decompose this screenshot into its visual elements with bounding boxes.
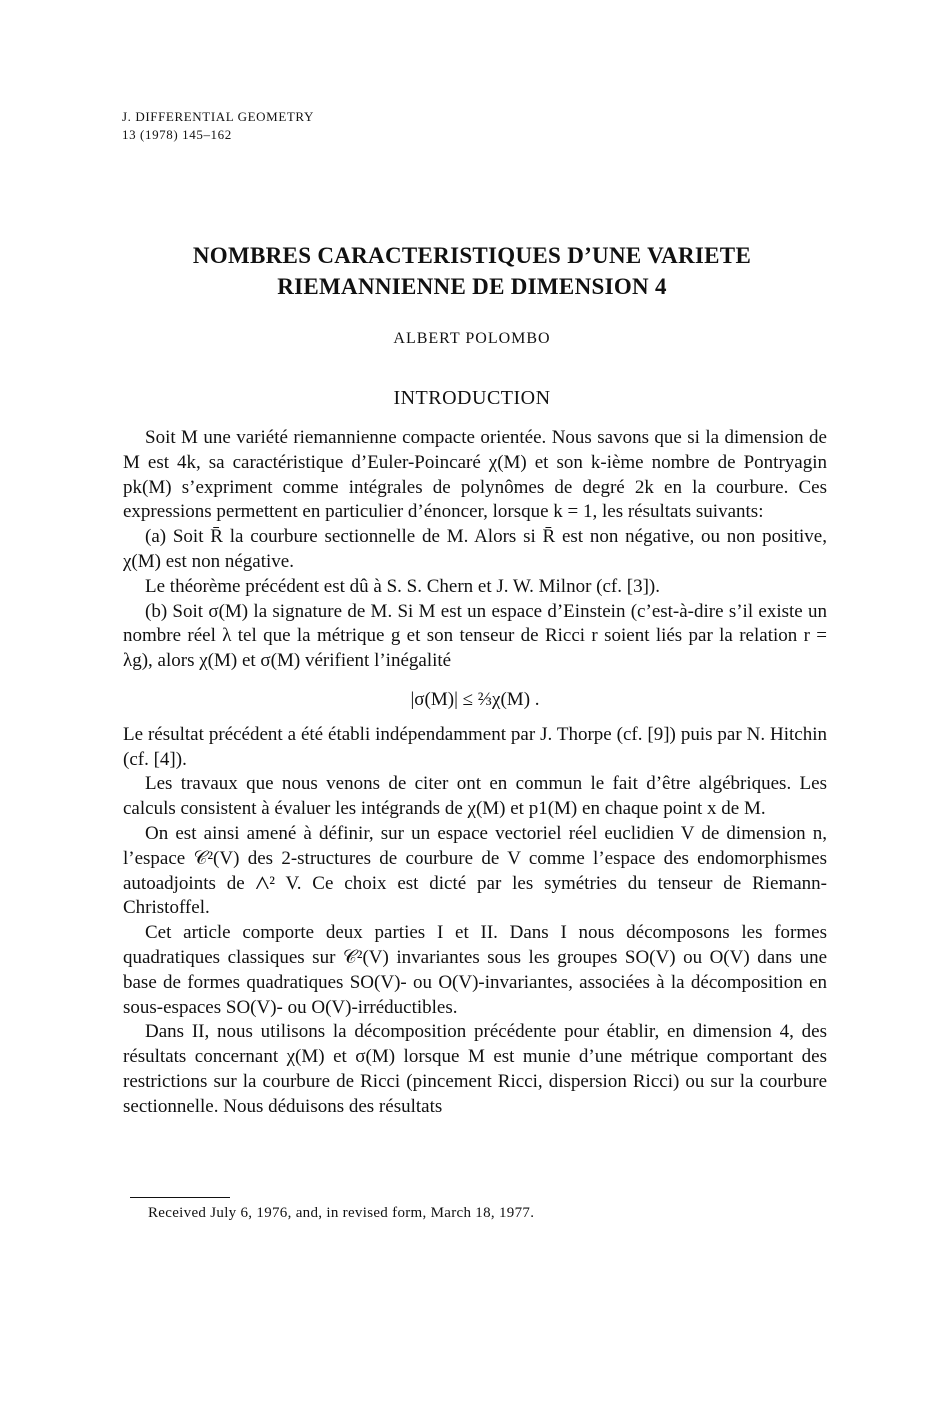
journal-header: [122, 108, 314, 144]
author: ALBERT POLOMBO: [393, 330, 551, 347]
footnote-rule: [130, 1197, 230, 1198]
paragraph-intro: Soit M une variété riemannienne compacte orientée. Nous savons que si la dimension de M est 4k, sa caractéristique d’Euler-Poincaré χ(M) et son k-ième nombre de Pontryagin pk(M) s’expriment comme intégrales de polynômes de degré 2k en la courbure. Ces expressions permettent en particulier d’énoncer, lorsque k = 1, les résultats suivants:: [123, 427, 827, 523]
paragraph-article-parts: Cet article comporte deux parties I et II. Dans I nous décomposons les formes quadratiques classiques sur 𝒞²(V) invariantes sous les groupes SO(V) ou O(V) dans une base de formes quadratiques SO(V)- ou O(V)-invariantes, associées à la décomposition en sous-espaces SO(V)- ou O(V)-irréductibles.: [123, 922, 827, 1018]
title-line-1: NOMBRES CARACTERISTIQUES D’UNE VARIETE: [192, 243, 752, 268]
paragraph-algebraic: Les travaux que nous venons de citer ont en commun le fait d’être algébriques. Les calculs consistent à évaluer les intégrands de χ(M) et p1(M) en chaque point x de M.: [123, 773, 827, 820]
body-text: [123, 426, 827, 1120]
paragraph-item-a: (a) Soit R̄ la courbure sectionnelle de M. Alors si R̄ est non négative, ou non positive, χ(M) est non négative.: [123, 526, 827, 572]
paragraph-part-two: Dans II, nous utilisons la décomposition précédente pour établir, en dimension 4, des résultats concernant χ(M) et σ(M) lorsque M est munie d’une métrique comportant des restrictions sur la courbure de Ricci (pincement Ricci, dispersion Ricci) ou sur la courbure sectionnelle. Nous déduisons des résultats: [123, 1021, 827, 1117]
journal-citation: 13 (1978) 145–162: [122, 127, 232, 142]
paragraph-thorpe-hitchin: Le résultat précédent a été établi indépendamment par J. Thorpe (cf. [9]) puis par N. Hitchin (cf. [4]).: [123, 723, 827, 770]
paragraph-item-b: (b) Soit σ(M) la signature de M. Si M est un espace d’Einstein (c’est-à-dire s’il existe un nombre réel λ tel que la métrique g et son tenseur de Ricci r soient liés par la relation r = λg), alors χ(M) et σ(M) vérifient l’inégalité: [123, 600, 827, 672]
display-formula: |σ(M)| ≤ ⅔χ(M) .: [410, 688, 540, 710]
footnote: Received July 6, 1976, and, in revised form, March 18, 1977.: [148, 1205, 535, 1221]
title-line-2: RIEMANNIENNE DE DIMENSION 4: [277, 274, 667, 299]
paragraph-chern-milnor: Le théorème précédent est dû à S. S. Chern et J. W. Milnor (cf. [3]).: [145, 575, 660, 597]
paragraph-curvature-structures: On est ainsi amené à définir, sur un espace vectoriel réel euclidien V de dimension n, l’espace 𝒞²(V) des 2-structures de courbure de V comme l’espace des endomorphismes autoadjoints de ⋀² V. Ce choix est dicté par les symétries du tenseur de Riemann-Christoffel.: [123, 822, 827, 919]
journal-name: J. DIFFERENTIAL GEOMETRY: [122, 109, 314, 124]
paper-title: [0, 240, 944, 302]
section-heading: INTRODUCTION: [393, 387, 551, 409]
